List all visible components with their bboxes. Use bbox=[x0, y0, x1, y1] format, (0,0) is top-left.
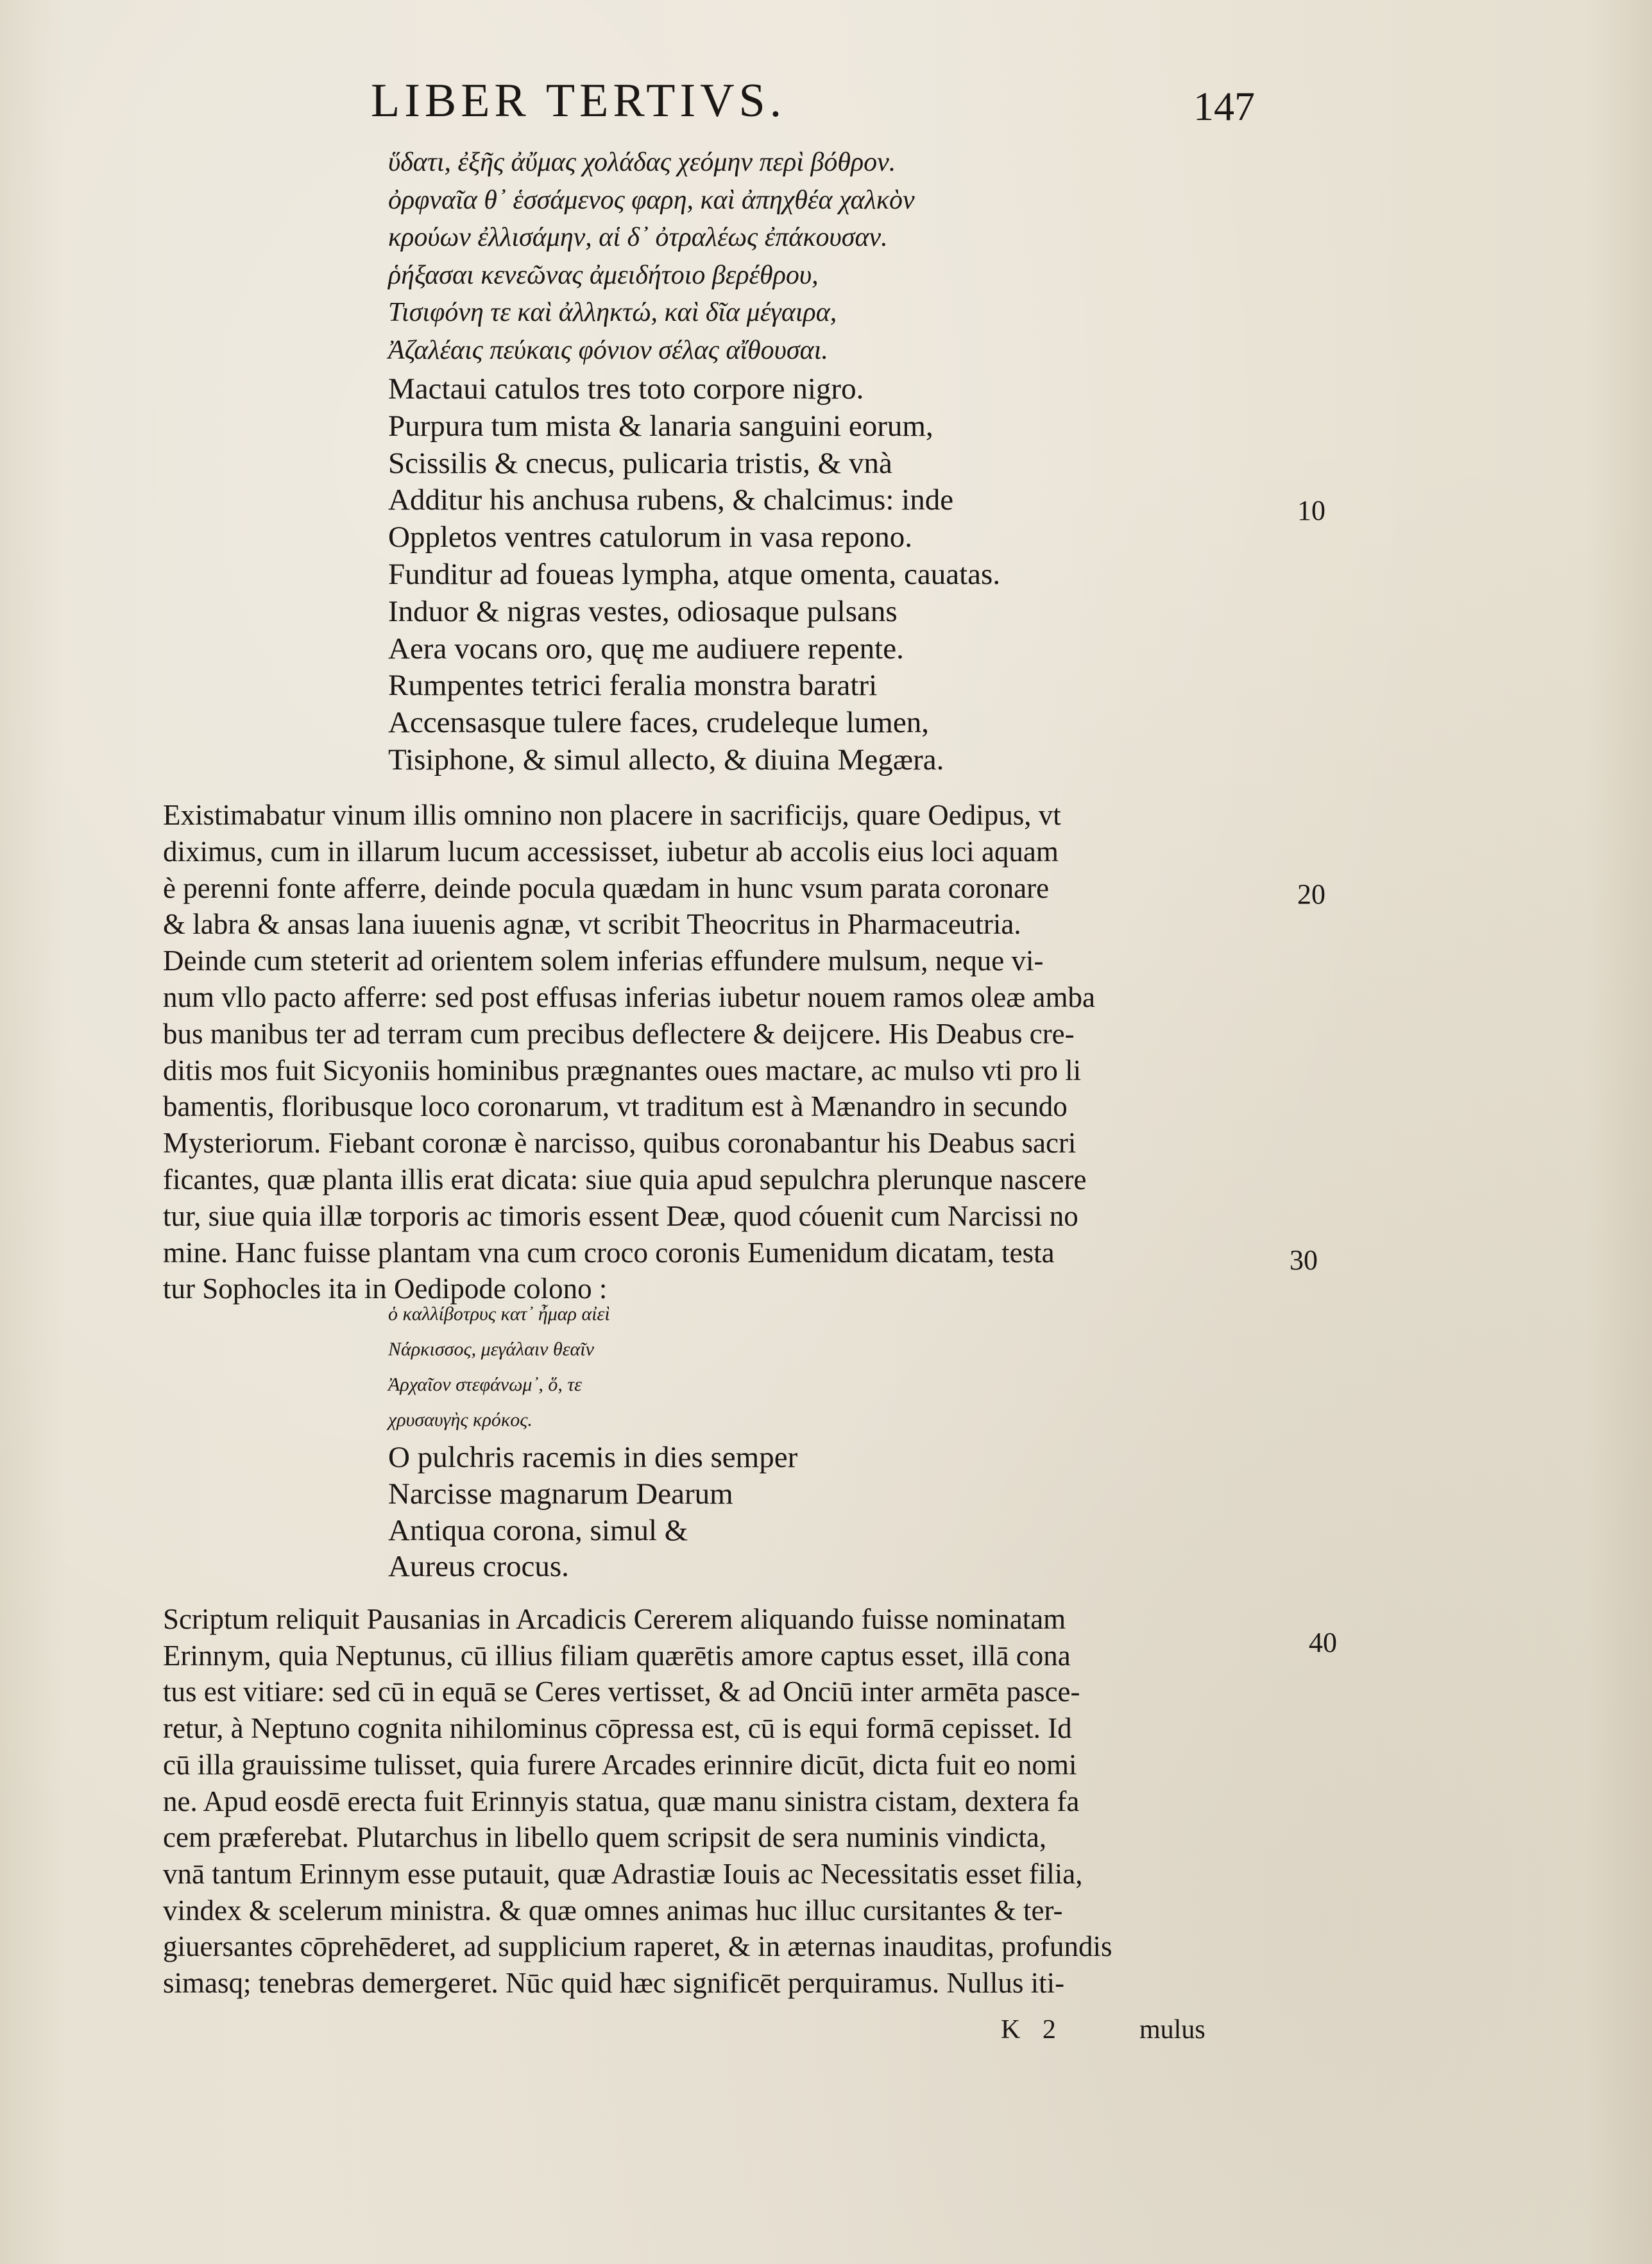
latin-verse-line: O pulchris racemis in dies semper bbox=[388, 1441, 798, 1474]
latin-verse-line: Rumpentes tetrici feralia monstra baratri bbox=[388, 669, 878, 703]
latin-verse-line: Induor & nigras vestes, odiosaque pulsans bbox=[388, 594, 898, 628]
greek-verse-line: Ἀζαλέαις πεύκαις φόνιον σέλας αἴθουσαι. bbox=[388, 335, 828, 365]
latin-verse-line: Oppletos ventres catulorum in vasa repono. bbox=[388, 520, 913, 554]
greek-verse-line: Τισιφόνη τε καὶ ἀλληκτώ, καὶ δῖα μέγαιρα, bbox=[388, 298, 837, 327]
greek-quotation-block bbox=[388, 1296, 610, 1437]
prose-line: mine. Hanc fuisse plantam vna cum croco coronis Eumenidum dicatam, testa bbox=[163, 1236, 1055, 1269]
prose-line: tur Sophocles ita in Oedipode colono : bbox=[163, 1273, 608, 1305]
prose-line: diximus, cum in illarum lucum accessisset, iubetur ab accolis eius loci aquam bbox=[163, 835, 1059, 868]
latin-verse-line: Additur his anchusa rubens, & chalcimus: inde bbox=[388, 483, 954, 517]
prose-line: giuersantes cōprehēderet, ad supplicium raperet, & in æternas inauditas, profundis bbox=[163, 1930, 1112, 1963]
prose-line: cū illa grauissime tulisset, quia furere Arcades erinnire dicūt, dicta fuit eo nomi bbox=[163, 1748, 1077, 1781]
prose-line: bus manibus ter ad terram cum precibus deflectere & deijcere. His Deabus cre- bbox=[163, 1017, 1075, 1050]
prose-line: tus est vitiare: sed cū in equā se Ceres vertisset, & ad Onciū inter armēta pasce- bbox=[163, 1676, 1080, 1708]
margin-line-number: 20 bbox=[1297, 879, 1325, 910]
margin-line-number: 10 bbox=[1297, 495, 1325, 526]
margin-line-number: 30 bbox=[1290, 1244, 1318, 1276]
prose-line: Erinnym, quia Neptunus, cū illius filiam quærētis amore captus esset, illā cona bbox=[163, 1639, 1071, 1672]
latin-verse-line: Antiqua corona, simul & bbox=[388, 1513, 688, 1547]
latin-verse-line: Aera vocans oro, quę me audiuere repente. bbox=[388, 631, 904, 665]
prose-paragraph bbox=[163, 797, 1311, 1307]
prose-paragraph bbox=[163, 1601, 1311, 2002]
greek-verse-line: ῥήξασαι κενεῶνας ἀμειδήτοιο βερέθρου, bbox=[388, 260, 819, 290]
prose-line: ficantes, quæ planta illis erat dicata: siue quia apud sepulchra plerunque nascere bbox=[163, 1163, 1087, 1196]
greek-verse-line: Ἀρχαῖον στεφάνωμ᾽, ὅ, τε bbox=[388, 1374, 582, 1395]
greek-verse-line: χρυσαυγὴς κρόκος. bbox=[388, 1409, 532, 1430]
latin-verse-line: Funditur ad foueas lympha, atque omenta, cauatas. bbox=[388, 557, 1001, 591]
page-number: 147 bbox=[1193, 83, 1255, 129]
latin-verse-line: Tisiphone, & simul allecto, & diuina Megæra. bbox=[388, 742, 944, 776]
prose-line: cem præferebat. Plutarchus in libello quem scripsit de sera numinis vindicta, bbox=[163, 1821, 1047, 1854]
latin-verse-line: Purpura tum mista & lanaria sanguini eorum, bbox=[388, 409, 933, 443]
margin-line-number: 40 bbox=[1309, 1627, 1337, 1658]
prose-line: retur, à Neptuno cognita nihilominus cōpressa est, cū is equi formā cepisset. Id bbox=[163, 1712, 1072, 1745]
greek-verse-block bbox=[388, 144, 915, 369]
prose-line: Scriptum reliquit Pausanias in Arcadicis Cererem aliquando fuisse nominatam bbox=[163, 1603, 1066, 1635]
prose-line: vnā tantum Erinnym esse putauit, quæ Adrastiæ Iouis ac Necessitatis esset filia, bbox=[163, 1857, 1083, 1890]
prose-line: Mysteriorum. Fiebant coronæ è narcisso, quibus coronabantur his Deabus sacri bbox=[163, 1127, 1077, 1160]
latin-verse-line: Accensasque tulere faces, crudeleque lumen, bbox=[388, 706, 929, 740]
prose-line: num vllo pacto afferre: sed post effusas inferias iubetur nouem ramos oleæ amba bbox=[163, 981, 1095, 1013]
catchword: mulus bbox=[1139, 2015, 1205, 2045]
greek-verse-line: κρούων ἐλλισάμην, αἱ δ᾽ ὀτραλέως ἐπάκουσαν. bbox=[388, 223, 888, 252]
greek-verse-line: ὀρφναῖα θ᾽ ἑσσάμενος φαρη, καὶ ἀπηχθέα χαλκὸν bbox=[388, 185, 915, 215]
prose-line: tur, siue quia illæ torporis ac timoris essent Deæ, quod cóuenit cum Narcissi no bbox=[163, 1199, 1078, 1232]
prose-line: è perenni fonte afferre, deinde pocula quædam in hunc vsum parata coronare bbox=[163, 871, 1050, 904]
latin-verse-line: Narcisse magnarum Dearum bbox=[388, 1477, 733, 1511]
prose-line: ditis mos fuit Sicyoniis hominibus prægnantes oues mactare, ac mulso vti pro li bbox=[163, 1054, 1082, 1086]
latin-verse-line: Mactaui catulos tres toto corpore nigro. bbox=[388, 372, 864, 406]
greek-verse-line: Νάρκισσος, μεγάλαιν θεαῖν bbox=[388, 1339, 594, 1360]
latin-verse-line: Aureus crocus. bbox=[388, 1550, 569, 1584]
prose-line: Deinde cum steterit ad orientem solem inferias effundere mulsum, neque vi- bbox=[163, 945, 1044, 977]
prose-line: simasq; tenebras demergeret. Nūc quid hæc significēt perquiramus. Nullus iti- bbox=[163, 1967, 1065, 2000]
prose-line: Existimabatur vinum illis omnino non placere in sacrificijs, quare Oedipus, vt bbox=[163, 799, 1061, 831]
signature-mark: K 2 bbox=[1001, 2015, 1064, 2045]
latin-verse-block bbox=[388, 371, 1000, 779]
prose-line: ne. Apud eosdē erecta fuit Erinnyis statua, quæ manu sinistra cistam, dextera fa bbox=[163, 1785, 1080, 1817]
greek-verse-line: ὁ καλλίβοτρυς κατ᾽ ἦμαρ αἰεὶ bbox=[388, 1303, 610, 1325]
latin-quotation-block bbox=[388, 1439, 797, 1585]
latin-verse-line: Scissilis & cnecus, pulicaria tristis, & vnà bbox=[388, 446, 892, 480]
prose-line: bamentis, floribusque loco coronarum, vt traditum est à Mænandro in secundo bbox=[163, 1090, 1068, 1123]
prose-line: & labra & ansas lana iuuenis agnæ, vt scribit Theocritus in Pharmaceutria. bbox=[163, 908, 1021, 941]
running-title: LIBER TERTIVS. bbox=[371, 74, 787, 127]
prose-line: vindex & scelerum ministra. & quæ omnes animas huc illuc cursitantes & ter- bbox=[163, 1894, 1063, 1926]
greek-verse-line: ὕδατι, ἐξῆς ἀὔμας χολάδας χεόμην περὶ βόθρον. bbox=[388, 148, 896, 177]
